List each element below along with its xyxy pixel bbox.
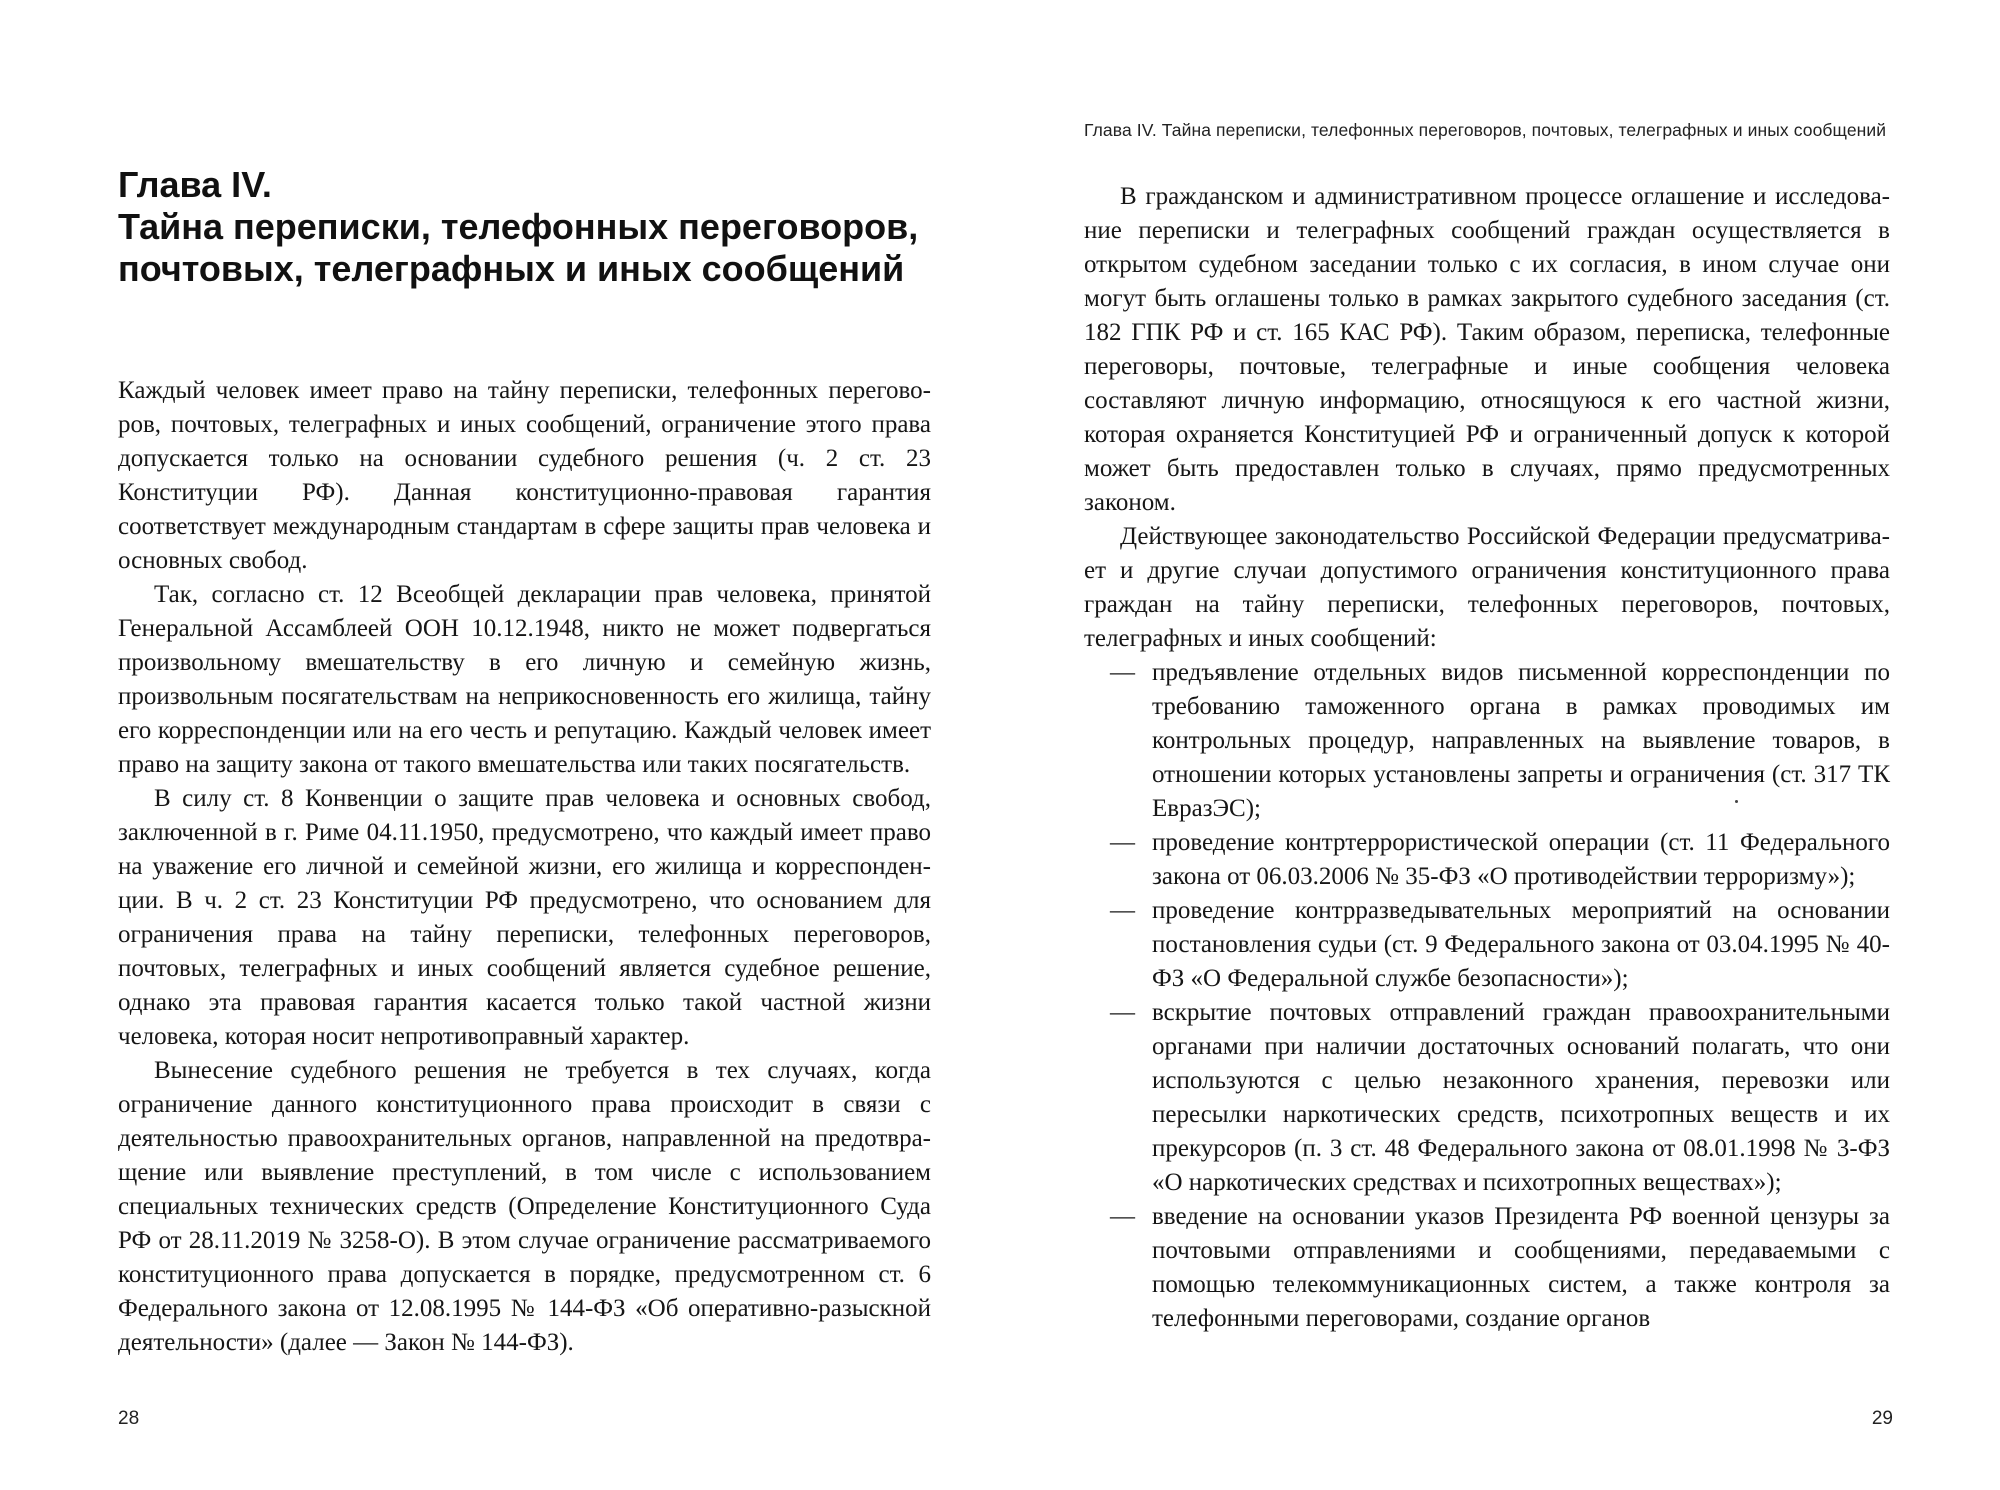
paragraph: В гражданском и административном процессе оглашение и исследование переписки и телеграфных сообщений граждан осуществляется в открытом судебном заседании только с их согласия, в ином случае они могут быть оглашены только в рамках закрытого судебного заседания (ст. 182 ГПК РФ и ст. 165 КАС РФ). Таким образом, переписка, телефонные переговоры, почтовые, телеграфные и иные сообщения человека составляют личную информацию, относящуюся к его частной жизни, которая охраняется Конституцией РФ и ограниченный допуск к которой может быть предоставлен только в случаях, прямо предусмотренных законом. — [1084, 183, 1890, 516]
dash-marker: — — [1110, 659, 1135, 686]
list-item-text: введение на основании указов Президента РФ военной цензуры за почтовыми отправлениями и сообщениями, передаваемыми с помощью телекоммуникационных систем, а также контроля за телефонными переговорами, создание органов — [1152, 1203, 1890, 1332]
list-item-text: проведение контртеррористической операции (ст. 11 Федерального закона от 06.03.2006 № 35-ФЗ «О противодействии терроризму»); — [1152, 829, 1890, 890]
chapter-title-line-2: почтовых, телеграфных и иных сообщений — [118, 248, 905, 289]
restriction-list — [1084, 656, 1890, 1336]
list-item — [1084, 1200, 1890, 1336]
paragraph: Каждый человек имеет право на тайну переписки, телефонных переговоров, почтовых, телеграфных и иных сообщений, ограничение этого права допускается только на основании судебного решения (ч. 2 ст. 23 Конституции РФ). Данная конституционно-правовая гарантия соответствует международным стандартам в сфере защиты прав человека и основных свобод. — [118, 377, 931, 574]
paragraph: Вынесение судебного решения не требуется в тех случаях, когда ограничение данного конституционного права происходит в связи с деятельностью правоохранительных органов, направленной на предотвращение или выявление преступлений, в том числе с использованием специальных технических средств (Определение Конституционного Суда РФ от 28.11.2019 № 3258-О). В этом случае ограничение рассматриваемого конституционного права допускается в порядке, предусмотренном ст. 6 Федерального закона от 12.08.1995 № 144-ФЗ «Об оперативно-разыскной деятельности» (далее — Закон № 144-ФЗ). — [118, 1057, 931, 1356]
page-number-right: 29 — [1871, 1408, 1893, 1429]
running-head: Глава IV. Тайна переписки, телефонных переговоров, почтовых, телеграфных и иных сообщений — [1084, 120, 1887, 140]
paragraph: Так, согласно ст. 12 Всеобщей декларации прав человека, принятой Генеральной Ассамблеей ООН 10.12.1948, никто не может подвергаться произвольному вмешательству в его личную и семейную жизнь, произвольным посягательствам на неприкосновенность его жилища, тайну его корреспонденции или на его честь и репутацию. Каждый человек имеет право на защиту закона от такого вмешательства или таких посягательств. — [118, 581, 931, 778]
list-item-text: предъявление отдельных видов письменной корреспонденции по требованию таможенного органа в рамках проводимых им контрольных процедур, направленных на выявление товаров, в отношении которых установлены запреты и ограничения (ст. 317 ТК ЕвразЭС); — [1152, 659, 1890, 822]
right-page — [1000, 0, 2000, 1490]
list-item — [1084, 656, 1890, 826]
chapter-number: Глава IV. — [118, 164, 272, 205]
chapter-title-line-1: Тайна переписки, телефонных переговоров, — [118, 206, 919, 247]
chapter-heading — [118, 164, 938, 290]
page-number-left: 28 — [118, 1408, 140, 1429]
list-item — [1084, 996, 1890, 1200]
paragraph: Действующее законодательство Российской Федерации предусматривает и другие случаи допустимого ограничения конституционного права граждан на тайну переписки, телефонных переговоров, почтовых, телеграфных и иных сообщений: — [1084, 523, 1890, 652]
left-body-text — [118, 374, 931, 1360]
list-item-text: вскрытие почтовых отправлений граждан правоохранительными органами при наличии достаточных оснований полагать, что они используются с целью незаконного хранения, перевозки или пересылки наркотических средств, психотропных веществ и их прекурсоров (п. 3 ст. 48 Федерального закона от 08.01.1998 № 3-ФЗ «О наркотических средствах и психотропных веществах»); — [1152, 999, 1890, 1196]
dash-marker: — — [1110, 829, 1135, 856]
dash-marker: — — [1110, 1203, 1135, 1230]
right-body-text — [1084, 180, 1890, 1336]
dash-marker: — — [1110, 897, 1135, 924]
list-item-text: проведение контрразведывательных мероприятий на основании постановления судьи (ст. 9 Федерального закона от 03.04.1995 № 40-ФЗ «О Федеральной службе безопасности»); — [1152, 897, 1890, 992]
print-speck — [1735, 800, 1738, 803]
paragraph: В силу ст. 8 Конвенции о защите прав человека и основных свобод, заключенной в г. Риме 04.11.1950, предусмотрено, что каждый имеет право на уважение его личной и семейной жизни, его жилища и корреспонденции. В ч. 2 ст. 23 Конституции РФ предусмотрено, что основанием для ограничения права на тайну переписки, телефонных переговоров, почтовых, телеграфных и иных сообщений является судебное решение, однако эта правовая гарантия касается только такой частной жизни человека, которая носит непротивоправный характер. — [118, 785, 931, 1050]
dash-marker: — — [1110, 999, 1135, 1026]
list-item — [1084, 826, 1890, 894]
list-item — [1084, 894, 1890, 996]
